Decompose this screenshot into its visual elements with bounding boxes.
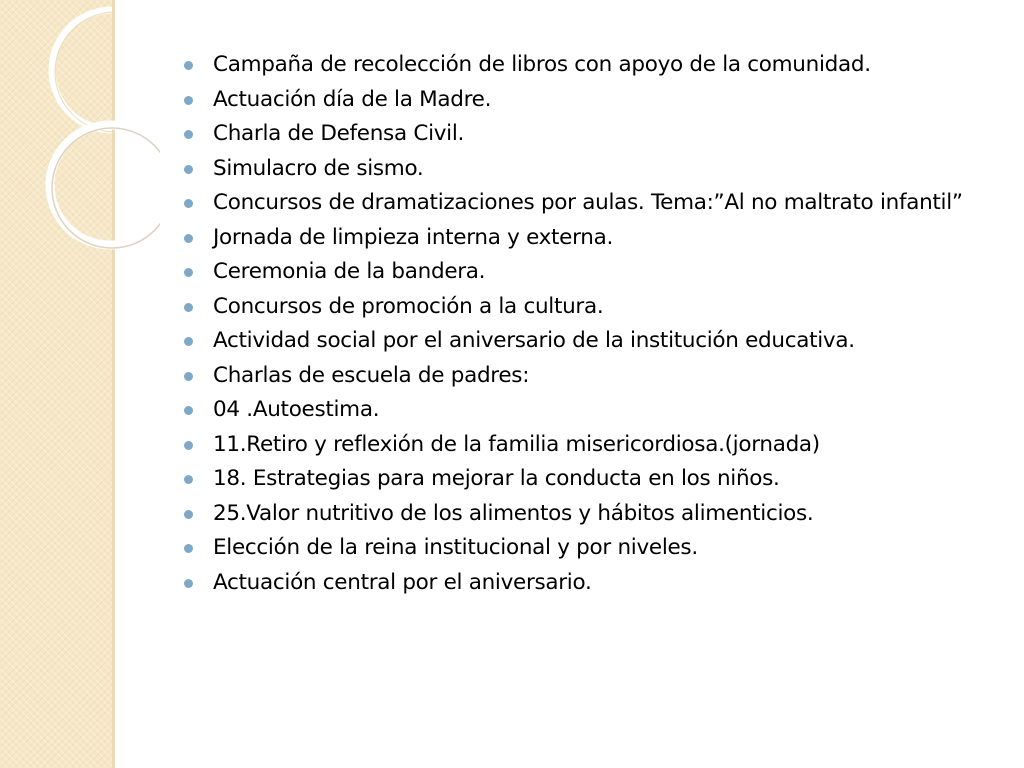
list-item-text: 18. Estrategias para mejorar la conducta en los niños. (213, 466, 780, 491)
bullet-dot-icon (184, 544, 193, 553)
bullet-dot-icon (184, 234, 193, 243)
bullet-dot-icon (184, 475, 193, 484)
list-item-text: Ceremonia de la bandera. (213, 259, 486, 284)
list-item (180, 86, 980, 112)
list-item (180, 261, 980, 283)
list-item-text: Concursos de dramatizaciones por aulas. Tema:”Al no maltrato infantil” (213, 190, 963, 215)
bullet-dot-icon (184, 165, 193, 174)
list-item-text: Jornada de limpieza interna y externa. (213, 224, 613, 250)
activity-bullet-list (180, 54, 980, 606)
list-item-text: Actuación central por el aniversario. (213, 569, 592, 595)
list-item-text: 04 .Autoestima. (213, 397, 380, 422)
list-item (180, 431, 980, 457)
decorative-ring-top (52, 10, 112, 130)
list-item (180, 468, 980, 490)
list-item (180, 224, 980, 250)
bullet-dot-icon (184, 61, 193, 70)
bullet-dot-icon (184, 130, 193, 139)
list-item-text: Actuación día de la Madre. (213, 86, 492, 112)
bullet-dot-icon (184, 199, 193, 208)
list-item (180, 155, 980, 181)
list-item-text: 11.Retiro y reflexión de la familia misericordiosa.(jornada) (213, 431, 820, 457)
list-item (180, 569, 980, 595)
decorative-rings (0, 0, 160, 300)
list-item (180, 500, 980, 526)
list-item (180, 362, 980, 388)
list-item-text: Actividad social por el aniversario de la institución educativa. (213, 328, 855, 353)
list-item-text: 25.Valor nutritivo de los alimentos y hábitos alimenticios. (213, 500, 814, 526)
list-item (180, 192, 980, 214)
list-item (180, 54, 980, 76)
bullet-dot-icon (184, 441, 193, 450)
list-item (180, 123, 980, 145)
bullet-dot-icon (184, 337, 193, 346)
list-item-text: Elección de la reina institucional y por niveles. (213, 535, 698, 560)
bullet-dot-icon (184, 406, 193, 415)
list-item (180, 399, 980, 421)
list-item (180, 537, 980, 559)
list-item-text: Charlas de escuela de padres: (213, 362, 530, 388)
list-item-text: Charla de Defensa Civil. (213, 121, 465, 146)
list-item-text: Concursos de promoción a la cultura. (213, 293, 604, 319)
bullet-dot-icon (184, 579, 193, 588)
bullet-dot-icon (184, 303, 193, 312)
list-item-text: Campaña de recolección de libros con apoyo de la comunidad. (213, 52, 871, 77)
bullet-dot-icon (184, 510, 193, 519)
bullet-dot-icon (184, 372, 193, 381)
bullet-dot-icon (184, 96, 193, 105)
bullet-dot-icon (184, 268, 193, 277)
list-item-text: Simulacro de sismo. (213, 155, 424, 181)
list-item (180, 293, 980, 319)
list-item (180, 330, 980, 352)
